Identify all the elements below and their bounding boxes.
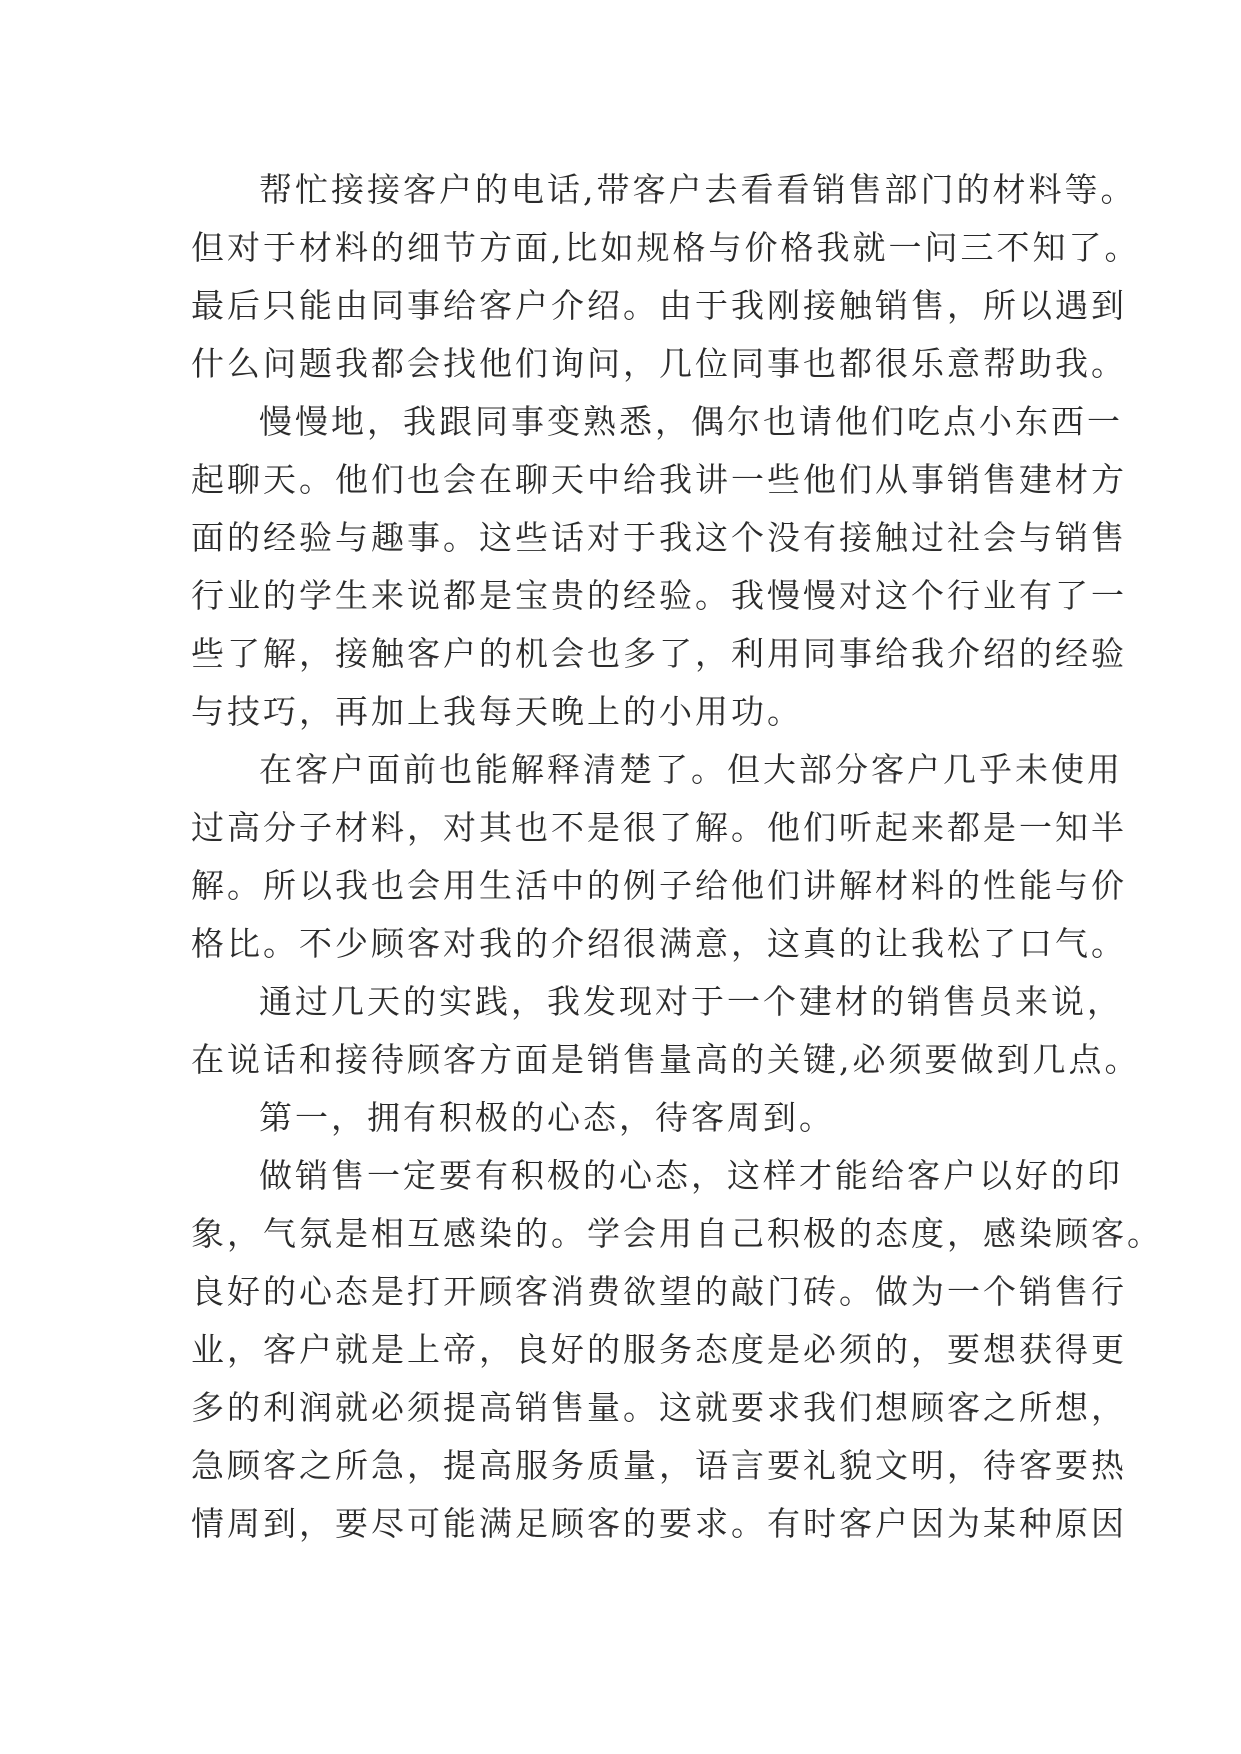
paragraph-line: 急顾客之所急，提高服务质量，语言要礼貌文明，待客要热 bbox=[191, 1446, 1127, 1485]
paragraph-line: 最后只能由同事给客户介绍。由于我刚接触销售，所以遇到 bbox=[191, 286, 1127, 325]
paragraph-first-line: 第一，拥有积极的心态，待客周到。 bbox=[259, 1098, 835, 1137]
paragraph-line: 但对于材料的细节方面,比如规格与价格我就一问三不知了。 bbox=[191, 228, 1141, 267]
paragraph-line: 什么问题我都会找他们询问，几位同事也都很乐意帮助我。 bbox=[191, 344, 1127, 383]
paragraph-line: 良好的心态是打开顾客消费欲望的敲门砖。做为一个销售行 bbox=[191, 1272, 1127, 1311]
paragraph-first-line: 做销售一定要有积极的心态，这样才能给客户以好的印 bbox=[259, 1156, 1123, 1195]
paragraph-first-line: 通过几天的实践，我发现对于一个建材的销售员来说， bbox=[259, 982, 1123, 1021]
paragraph-line: 面的经验与趣事。这些话对于我这个没有接触过社会与销售 bbox=[191, 518, 1127, 557]
paragraph-line: 些了解，接触客户的机会也多了，利用同事给我介绍的经验 bbox=[191, 634, 1127, 673]
paragraph-line: 行业的学生来说都是宝贵的经验。我慢慢对这个行业有了一 bbox=[191, 576, 1127, 615]
paragraph-line: 多的利润就必须提高销售量。这就要求我们想顾客之所想， bbox=[191, 1388, 1127, 1427]
paragraph-first-line: 在客户面前也能解释清楚了。但大部分客户几乎未使用 bbox=[259, 750, 1123, 789]
paragraph-line: 与技巧，再加上我每天晚上的小用功。 bbox=[191, 692, 803, 731]
paragraph-first-line: 帮忙接接客户的电话,带客户去看看销售部门的材料等。 bbox=[259, 170, 1137, 209]
body-text bbox=[191, 161, 1163, 1553]
paragraph-line: 象，气氛是相互感染的。学会用自己积极的态度，感染顾客。 bbox=[191, 1214, 1163, 1253]
paragraph-line: 起聊天。他们也会在聊天中给我讲一些他们从事销售建材方 bbox=[191, 460, 1127, 499]
paragraph-line: 格比。不少顾客对我的介绍很满意，这真的让我松了口气。 bbox=[191, 924, 1127, 963]
paragraph-line: 业，客户就是上帝，良好的服务态度是必须的，要想获得更 bbox=[191, 1330, 1127, 1369]
paragraph-line: 在说话和接待顾客方面是销售量高的关键,必须要做到几点。 bbox=[191, 1040, 1141, 1079]
paragraph-line: 情周到，要尽可能满足顾客的要求。有时客户因为某种原因 bbox=[191, 1504, 1127, 1543]
paragraph-line: 过高分子材料，对其也不是很了解。他们听起来都是一知半 bbox=[191, 808, 1127, 847]
paragraph-line: 解。所以我也会用生活中的例子给他们讲解材料的性能与价 bbox=[191, 866, 1127, 905]
paragraph-first-line: 慢慢地，我跟同事变熟悉，偶尔也请他们吃点小东西一 bbox=[259, 402, 1123, 441]
